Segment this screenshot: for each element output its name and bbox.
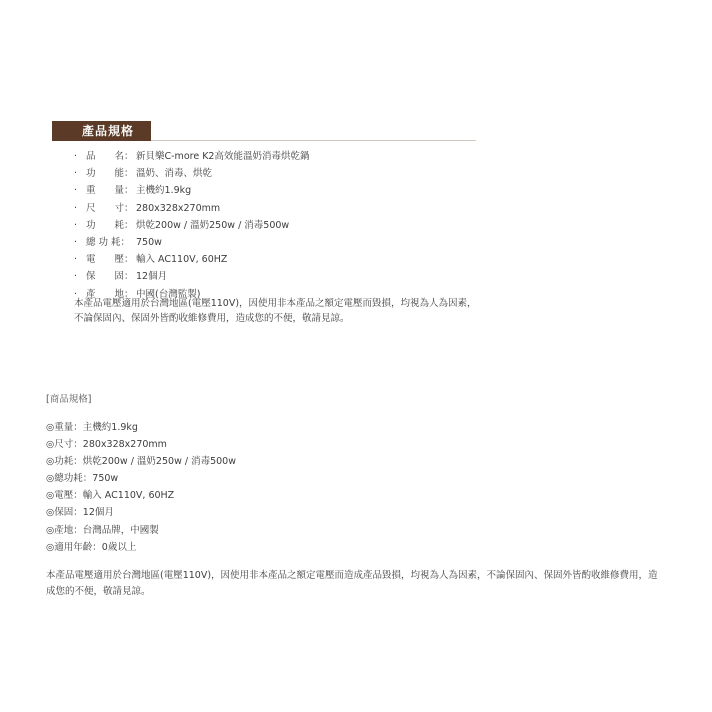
spec-label: 總 功 耗： bbox=[86, 236, 131, 248]
spec-label: 產 地： bbox=[86, 288, 134, 300]
spec-label: 保 固： bbox=[86, 271, 134, 283]
spec-item bbox=[74, 165, 309, 182]
spec-header: 產品規格 bbox=[52, 121, 151, 141]
bullet-dot: · bbox=[74, 168, 78, 180]
spec-value: 280x328x270mm bbox=[136, 202, 221, 214]
bullet-dot: · bbox=[74, 151, 78, 162]
spec-value: 輸入 AC110V, 60HZ bbox=[136, 254, 228, 266]
list-item: ◎總功耗：750w bbox=[46, 473, 119, 485]
bullet-dot: · bbox=[74, 271, 78, 283]
voltage-notice: 本產品電壓適用於台灣地區(電壓110V)，因使用非本產品之額定電壓而毀損，均視為人為因素，不論保固內、保固外皆酌收維修費用，造成您的不便，敬請見諒。 bbox=[74, 298, 477, 324]
spec-header-divider bbox=[151, 140, 476, 141]
bullet-dot: · bbox=[74, 236, 78, 248]
list-item: ◎重量：主機約1.9kg bbox=[46, 422, 138, 433]
bullet-dot: · bbox=[74, 202, 78, 214]
spec-item bbox=[74, 148, 309, 165]
spec-value: 溫奶、消毒、烘乾 bbox=[136, 168, 213, 180]
voltage-notice-footer: 本產品電壓適用於台灣地區(電壓110V)，因使用非本產品之額定電壓而造成產品毀損，均視為人為因素，不論保固內、保固外皆酌收維修費用，造成您的不便，敬請見諒。 bbox=[46, 570, 658, 597]
spec-value: 烘乾200w / 溫奶250w / 消毒500w bbox=[136, 219, 290, 231]
list-item: ◎保固：12個月 bbox=[46, 507, 114, 519]
spec-value: 12個月 bbox=[136, 271, 168, 283]
list-item: ◎適用年齡：0歲以上 bbox=[46, 541, 137, 553]
list-item: ◎功耗：烘乾200w / 溫奶250w / 消毒500w bbox=[46, 456, 236, 468]
spec-value: 新貝樂C-more K2高效能溫奶消毒烘乾鍋 bbox=[136, 151, 310, 162]
spec-item bbox=[74, 251, 309, 268]
spec-item bbox=[74, 200, 309, 217]
spec-item bbox=[74, 234, 309, 251]
spec-value: 750w bbox=[136, 236, 162, 248]
bullet-dot: · bbox=[74, 254, 78, 266]
spec-label: 功 能： bbox=[86, 168, 134, 180]
bullet-dot: · bbox=[74, 185, 78, 197]
spec-label: 功 耗： bbox=[86, 219, 134, 231]
spec-label: 電 壓： bbox=[86, 254, 134, 266]
spec-value: 主機約1.9kg bbox=[136, 185, 192, 197]
bullet-dot: · bbox=[74, 288, 78, 300]
spec-item bbox=[74, 268, 309, 285]
list-item: ◎產地：台灣品牌，中國製 bbox=[46, 524, 159, 536]
product-spec-list bbox=[46, 419, 236, 556]
spec-item bbox=[74, 217, 309, 234]
spec-value: 中國(台灣監製) bbox=[136, 288, 201, 300]
spec-label: 尺 寸： bbox=[86, 202, 134, 214]
spec-label: 重 量： bbox=[86, 185, 134, 197]
spec-list bbox=[74, 148, 309, 303]
list-item: ◎電壓：輸入 AC110V, 60HZ bbox=[46, 490, 175, 502]
section-title: [商品規格] bbox=[46, 394, 92, 405]
spec-label: 品 名： bbox=[86, 151, 134, 162]
spec-item bbox=[74, 182, 309, 199]
bullet-dot: · bbox=[74, 219, 78, 231]
list-item: ◎尺寸：280x328x270mm bbox=[46, 439, 167, 451]
